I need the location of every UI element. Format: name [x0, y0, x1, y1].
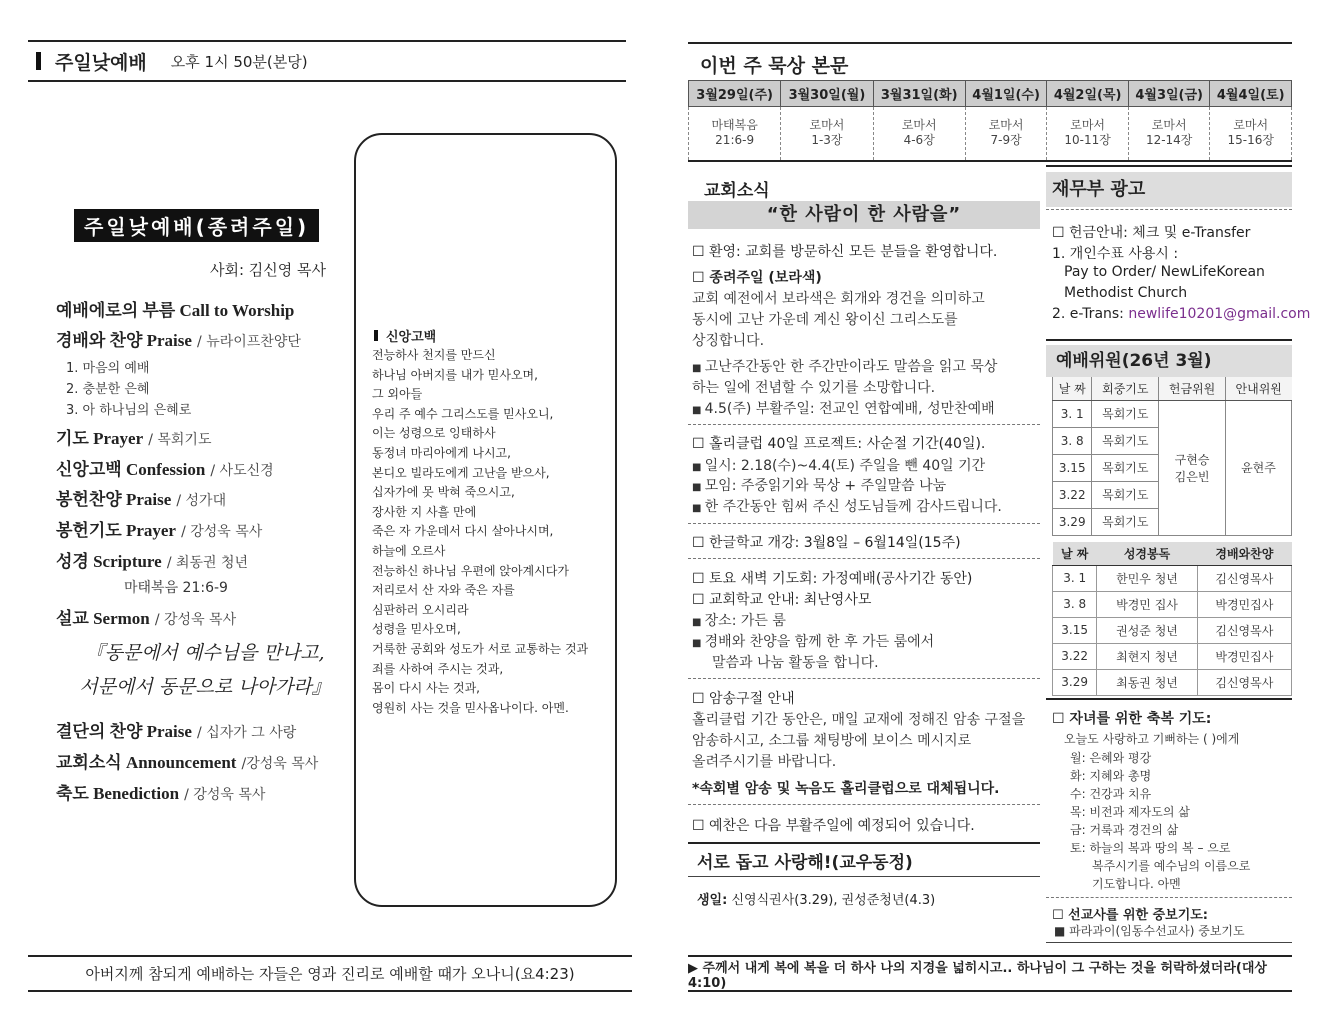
duty-praise: 김신영목사: [1197, 617, 1291, 643]
finance-title: 재무부 광고: [1046, 172, 1292, 207]
love-title: 서로 돕고 사랑해!(교우동정): [697, 853, 913, 873]
creed-line: 하나님 아버지를 내가 믿사오며,: [372, 367, 538, 382]
duty-praise: 박경민집사: [1197, 643, 1291, 669]
creed-line: 죄를 사하여 주시는 것과,: [372, 661, 504, 676]
missionary-title: ☐ 선교사를 위한 중보기도:: [1052, 908, 1209, 923]
duty-praise: 김신영목사: [1197, 669, 1291, 695]
usher-prayer: 목회기도: [1092, 427, 1159, 454]
creed-bar-icon: [374, 330, 378, 341]
scripture-reference: 마태복음 21:6-9: [124, 580, 228, 596]
reading-passage: 로마서 10-11장: [1047, 107, 1129, 161]
finance-line: 1. 개인수표 사용시 :: [1052, 246, 1179, 262]
news-line: 하는 일에 전념할 수 있기를 소망합니다.: [692, 380, 936, 396]
divider: [688, 876, 1040, 877]
duty-head: 성경봉독: [1097, 542, 1197, 565]
divider: [1046, 897, 1292, 898]
order-item: 경배와 찬양 Praise / 뉴라이프찬양단: [56, 331, 301, 350]
divider: [1046, 209, 1292, 210]
news-welcome: ☐ 환영: 교회를 방문하신 모든 분들을 환영합니다.: [692, 244, 998, 260]
missionary-line: ■ 파라과이(임동수선교사) 중보기도: [1054, 924, 1245, 938]
creed-line: 영원히 사는 것을 믿사옵나이다. 아멘.: [372, 700, 569, 715]
usher-prayer: 목회기도: [1092, 508, 1159, 535]
reading-table: [688, 80, 1292, 162]
news-bullet: ■ 일시: 2.18(수)~4.4(토) 주일을 뺀 40일 기간: [692, 455, 985, 475]
praise-song: 3. 아 하나님의 은혜로: [66, 403, 192, 418]
creed-box: [354, 133, 617, 907]
reading-passage: 로마서 1-3장: [781, 107, 873, 161]
creed-line: 우리 주 예수 그리스도를 믿사오니,: [372, 406, 554, 421]
top-rule: [688, 42, 1292, 44]
prayer-day: 수: 건강과 치유: [1070, 787, 1152, 801]
prayer-day: 목: 비전과 제자도의 삶: [1070, 805, 1190, 819]
duty-date: 3. 8: [1053, 591, 1097, 617]
finance-etransfer: 2. e-Trans: newlife10201@gmail.com: [1052, 306, 1311, 322]
duty-head: 날 짜: [1053, 542, 1097, 565]
duty-date: 3. 1: [1053, 565, 1097, 591]
order-item: 축도 Benediction / 강성욱 목사: [56, 784, 266, 803]
prayer-end: 복주시기를 예수님의 이름으로: [1092, 859, 1251, 873]
creed-line: 그 외아들: [372, 387, 423, 402]
usher-head: 날 짜: [1053, 377, 1092, 400]
guide-team: 윤현주: [1225, 400, 1291, 535]
creed-line: 심판하러 오시리라: [372, 602, 469, 617]
news-line: 교회 예전에서 보라색은 회개와 경건을 의미하고: [692, 291, 985, 307]
news-line: 올려주시기를 바랍니다.: [692, 754, 837, 770]
usher-date: 3.29: [1053, 508, 1092, 535]
news-line: 상징합니다.: [692, 333, 765, 349]
divider: [688, 804, 1040, 805]
creed-line: 성령을 믿사오며,: [372, 622, 461, 637]
reading-passage: 마태복음 21:6-9: [689, 107, 781, 161]
reading-passage: 로마서 4-6장: [873, 107, 965, 161]
news-memory-note: *속회별 암송 및 녹음도 홀리클럽으로 대체됩니다.: [692, 781, 1000, 797]
finance-line: Pay to Order/ NewLifeKorean: [1064, 264, 1265, 280]
news-bullet: ■ 모임: 주중읽기와 묵상 + 주일말씀 나눔: [692, 475, 946, 495]
meditation-title: 이번 주 묵상 본문: [700, 55, 849, 77]
news-bullet: ■ 4.5(주) 부활주일: 전교인 연합예배, 성만찬예배: [692, 398, 995, 418]
news-bullet: ■ 장소: 가든 룸: [692, 610, 786, 630]
duty-praise: 박경민집사: [1197, 591, 1291, 617]
usher-prayer: 목회기도: [1092, 481, 1159, 508]
reading-passage: 로마서 7-9장: [965, 107, 1047, 161]
praise-song: 2. 충분한 은혜: [66, 382, 150, 397]
creed-line: 저리로서 산 자와 죽은 자를: [372, 583, 515, 598]
usher-date: 3. 8: [1053, 427, 1092, 454]
news-bullet: ■ 한 주간동안 힘써 주신 성도님들께 감사드립니다.: [692, 496, 1002, 516]
news-line: 말씀과 나눔 활동을 합니다.: [712, 655, 879, 671]
creed-line: 이는 성령으로 잉태하사: [372, 426, 496, 441]
creed-line: 십자가에 못 박혀 죽으시고,: [372, 485, 515, 500]
news-sunday-school: ☐ 교회학교 안내: 최난영사모: [692, 592, 872, 608]
reading-passage: 로마서 12-14장: [1128, 107, 1210, 161]
creed-line: 장사한 지 사흘 만에: [372, 504, 477, 519]
news-palm-title: ☐ 종려주일 (보라색): [692, 270, 822, 286]
creed-title: 신앙고백: [374, 326, 436, 345]
finance-line: Methodist Church: [1064, 285, 1188, 301]
reading-day: 3월31일(화): [873, 81, 965, 107]
divider: [1046, 942, 1292, 943]
finance-line: ☐ 헌금안내: 체크 및 e-Transfer: [1052, 225, 1251, 241]
order-item: 신앙고백 Confession / 사도신경: [56, 460, 274, 479]
divider: [688, 424, 1040, 425]
order-item: 결단의 찬양 Praise / 십자가 그 사랑: [56, 722, 297, 741]
usher-date: 3.22: [1053, 481, 1092, 508]
reading-day: 3월30일(월): [781, 81, 873, 107]
duty-date: 3.29: [1053, 669, 1097, 695]
creed-line: 하늘에 오르사: [372, 544, 446, 558]
usher-head: 헌금위원: [1159, 377, 1226, 400]
prayer-end: 기도합니다. 아멘: [1092, 877, 1181, 891]
reading-duty-table: [1052, 542, 1292, 696]
creed-line: 본디오 빌라도에게 고난을 받으사,: [372, 465, 550, 480]
usher-date: 3.15: [1053, 454, 1092, 481]
reading-day: 4월2일(목): [1047, 81, 1129, 107]
divider: [688, 842, 1040, 844]
order-item: 교회소식 Announcement /강성욱 목사: [56, 753, 319, 772]
divider: [688, 678, 1040, 679]
duty-date: 3.22: [1053, 643, 1097, 669]
reading-passage: 로마서 15-16장: [1210, 107, 1292, 161]
news-line: 암송하시고, 소그룹 채팅방에 보이스 메시지로: [692, 733, 972, 749]
header-bar-icon: [36, 52, 41, 70]
creed-line: 거룩한 공회와 성도가 서로 교통하는 것과: [372, 642, 589, 656]
left-page-header: [28, 40, 626, 82]
news-bullet: ■ 경배와 찬양을 함께 한 후 가든 룸에서: [692, 631, 934, 651]
duty-praise: 김신영목사: [1197, 565, 1291, 591]
email-link[interactable]: newlife10201@gmail.com: [1128, 306, 1311, 322]
news-line: 홀리클럽 기간 동안은, 매일 교재에 정해진 암송 구절을: [692, 712, 1026, 728]
news-banner: “한 사람이 한 사람을”: [688, 201, 1040, 229]
reading-day: 4월3일(금): [1128, 81, 1210, 107]
creed-line: 전능하사 천지를 만드신: [372, 348, 496, 362]
creed-line: 전능하신 하나님 우편에 앉아계시다가: [372, 563, 569, 578]
divider: [1046, 698, 1292, 700]
children-prayer-title: ☐ 자녀를 위한 축복 기도:: [1052, 711, 1212, 727]
creed-line: 동정녀 마리아에게 나시고,: [372, 446, 511, 460]
usher-date: 3. 1: [1053, 400, 1092, 427]
left-footer-verse: 아버지께 참되게 예배하는 자들은 영과 진리로 예배할 때가 오나니(요4:23): [28, 955, 632, 992]
order-item: 예배에로의 부름 Call to Worship: [56, 301, 295, 320]
prayer-day: 금: 거룩과 경건의 삶: [1070, 823, 1179, 837]
duty-reader: 최현지 청년: [1097, 643, 1197, 669]
news-choir: ☐ 예찬은 다음 부활주일에 예정되어 있습니다.: [692, 818, 975, 834]
prayer-day: 화: 지혜와 총명: [1070, 769, 1152, 783]
duty-reader: 최동권 청년: [1097, 669, 1197, 695]
usher-prayer: 목회기도: [1092, 454, 1159, 481]
duty-reader: 권성준 청년: [1097, 617, 1197, 643]
creed-line: 몸이 다시 사는 것과,: [372, 681, 480, 696]
usher-prayer: 목회기도: [1092, 400, 1159, 427]
prayer-day: 토: 하늘의 복과 땅의 복 – 으로: [1070, 841, 1231, 855]
prayer-intro: 오늘도 사랑하고 기뻐하는 ( )에게: [1064, 732, 1240, 746]
news-line: 동시에 고난 가운데 계신 왕이신 그리스도를: [692, 312, 958, 328]
news-dawn-prayer: ☐ 토요 새벽 기도회: 가정예배(공사기간 동안): [692, 571, 973, 587]
reading-day: 3월29일(주): [689, 81, 781, 107]
praise-song: 1. 마음의 예배: [66, 361, 150, 376]
news-holy-title: ☐ 홀리클럽 40일 프로젝트: 사순절 기간(40일).: [692, 436, 986, 452]
divider: [688, 558, 1040, 559]
divider: [1046, 339, 1292, 341]
news-title: 교회소식: [704, 181, 770, 201]
header-title: 주일낮예배: [55, 51, 147, 74]
header-time: 오후 1시 50분(본당): [170, 52, 308, 71]
reading-day: 4월4일(토): [1210, 81, 1292, 107]
duty-date: 3.15: [1053, 617, 1097, 643]
order-item: 설교 Sermon / 강성욱 목사: [56, 609, 237, 628]
duty-reader: 박경민 집사: [1097, 591, 1197, 617]
order-item: 봉헌기도 Prayer / 강성욱 목사: [56, 521, 263, 540]
birthday: 생일: 신영식권사(3.29), 권성준청년(4.3): [697, 893, 936, 908]
prayer-day: 월: 은혜와 평강: [1070, 751, 1152, 765]
creed-line: 죽은 자 가운데서 다시 살아나시며,: [372, 524, 554, 539]
news-bullet: ■ 고난주간동안 한 주간만이라도 말씀을 읽고 묵상: [692, 356, 997, 376]
order-item: 기도 Prayer / 목회기도: [56, 429, 212, 448]
right-footer-verse: ▶ 주께서 내게 복에 복을 더 하사 나의 지경을 넓히시고.. 하나님이 그 구하는 것을 허락하셨더라(대상 4:10): [688, 955, 1292, 992]
sermon-title: 『동문에서 예수님을 만나고, 서문에서 동문으로 나아가라』: [79, 642, 331, 698]
news-korean-school: ☐ 한글학교 개강: 3월8일 – 6월14일(15주): [692, 535, 961, 551]
usher-table: [1052, 377, 1292, 536]
service-host: 사회: 김신영 목사: [210, 261, 327, 279]
duty-reader: 한민우 청년: [1097, 565, 1197, 591]
service-title: 주일낮예배(종려주일): [74, 209, 319, 242]
reading-day: 4월1일(수): [965, 81, 1047, 107]
news-memory-title: ☐ 암송구절 안내: [692, 691, 795, 707]
usher-title: 예배위원(26년 3월): [1046, 345, 1292, 377]
usher-head: 안내위원: [1225, 377, 1291, 400]
divider: [1046, 165, 1292, 167]
order-item: 성경 Scripture / 최동권 청년: [56, 552, 249, 571]
duty-head: 경배와찬양: [1197, 542, 1291, 565]
order-item: 봉헌찬양 Praise / 성가대: [56, 490, 227, 509]
offering-team: 구현승 김은빈: [1159, 400, 1226, 535]
usher-head: 회중기도: [1092, 377, 1159, 400]
divider: [688, 523, 1040, 524]
